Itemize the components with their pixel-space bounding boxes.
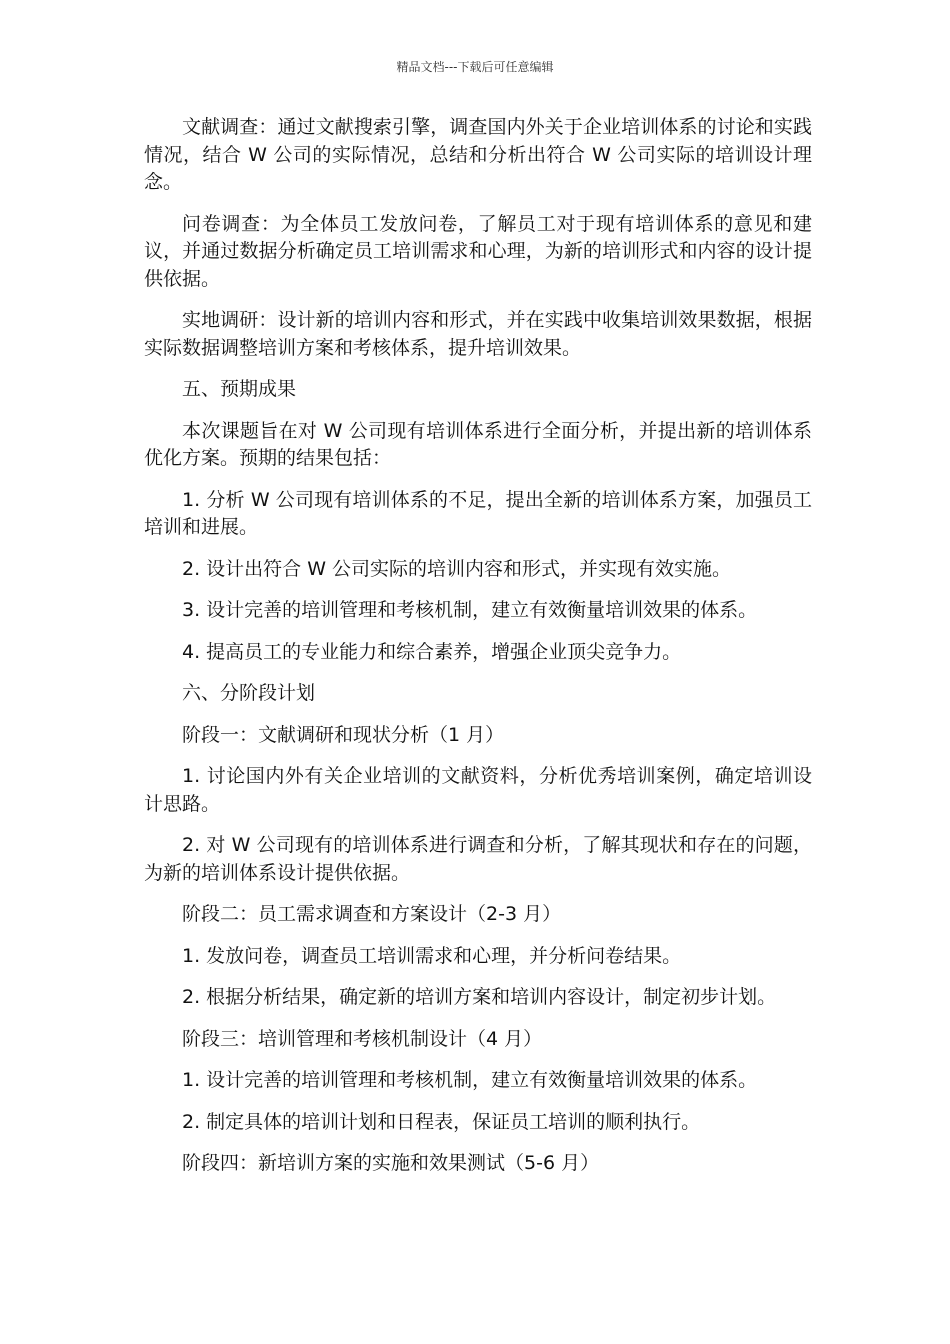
page-header: 精品文档---下载后可任意编辑 [396, 60, 554, 74]
phase-2-item-2: 2. 根据分析结果，确定新的培训方案和培训内容设计，制定初步计划。 [182, 986, 777, 1008]
paragraph-literature-survey: 文献调查：通过文献搜索引擎，调查国内外关于企业培训体系的讨论和实践情况，结合 W 公司的实际情况，总结和分析出符合 W 公司实际的培训设计理念。 [144, 116, 812, 193]
phase-heading-2: 阶段二：员工需求调查和方案设计（2-3 月） [182, 903, 562, 925]
phase-1-item-1: 1. 讨论国内外有关企业培训的文献资料，分析优秀培训案例，确定培训设计思路。 [144, 765, 812, 815]
phase-heading-4: 阶段四：新培训方案的实施和效果测试（5-6 月） [182, 1152, 600, 1174]
paragraph-results-intro: 本次课题旨在对 W 公司现有培训体系进行全面分析，并提出新的培训体系优化方案。预期的结果包括： [144, 419, 812, 469]
section-heading-phased-plan: 六、分阶段计划 [182, 682, 316, 704]
list-item-result-2: 2. 设计出符合 W 公司实际的培训内容和形式，并实现有效实施。 [182, 557, 732, 580]
phase-3-item-1: 1. 设计完善的培训管理和考核机制，建立有效衡量培训效果的体系。 [182, 1069, 758, 1091]
list-item-result-4: 4. 提高员工的专业能力和综合素养，增强企业顶尖竞争力。 [182, 640, 682, 663]
phase-3-item-2: 2. 制定具体的培训计划和日程表，保证员工培训的顺利执行。 [182, 1110, 701, 1133]
phase-1-item-2: 2. 对 W 公司现有的培训体系进行调查和分析，了解其现状和存在的问题，为新的培训体系设计提供依据。 [144, 834, 812, 884]
phase-2-item-1: 1. 发放问卷，调查员工培训需求和心理，并分析问卷结果。 [182, 944, 682, 967]
phase-heading-1: 阶段一：文献调研和现状分析（1 月） [182, 723, 505, 746]
list-item-result-3: 3. 设计完善的培训管理和考核机制，建立有效衡量培训效果的体系。 [182, 599, 758, 621]
section-heading-expected-results: 五、预期成果 [182, 378, 297, 400]
paragraph-field-research: 实地调研：设计新的培训内容和形式，并在实践中收集培训效果数据，根据实际数据调整培训方案和考核体系，提升培训效果。 [144, 309, 812, 359]
paragraph-questionnaire-survey: 问卷调查：为全体员工发放问卷，了解员工对于现有培训体系的意见和建议，并通过数据分析确定员工培训需求和心理，为新的培训形式和内容的设计提供依据。 [144, 212, 812, 290]
phase-heading-3: 阶段三：培训管理和考核机制设计（4 月） [182, 1027, 543, 1050]
document-body [144, 114, 812, 1192]
list-item-result-1: 1. 分析 W 公司现有培训体系的不足，提出全新的培训体系方案，加强员工培训和进展。 [144, 488, 812, 538]
